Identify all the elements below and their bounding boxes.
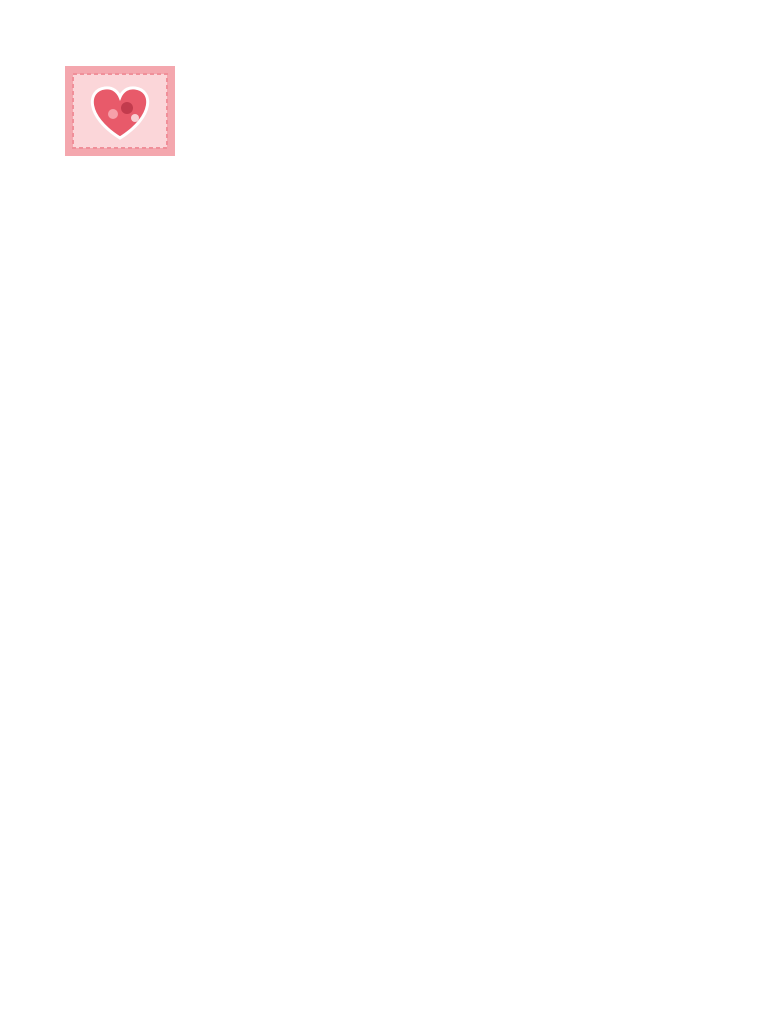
heart-logo [65, 66, 175, 156]
heart-icon [65, 66, 175, 156]
page-title [200, 70, 682, 160]
